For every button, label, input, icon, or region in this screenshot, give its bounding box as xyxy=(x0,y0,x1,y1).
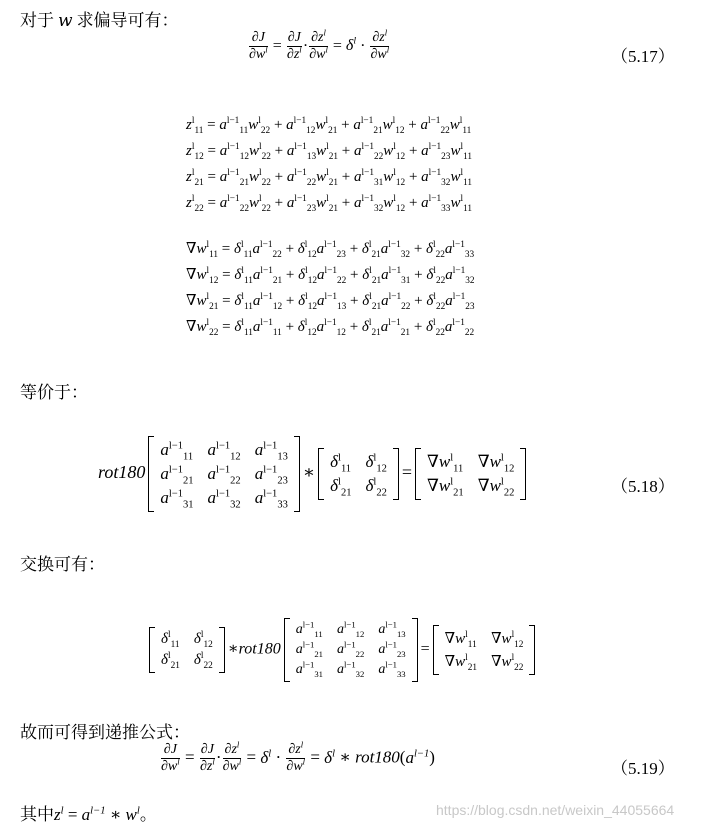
equation-5-18: rot180 $a^{l-1}_{11}$ $a^{l-1}_{12}$ $a^{l-1}_{13}$ $a^{l-1}_{21}$ $a^{l-1}_{22}$ $a^{l-1}_{23}$ $a^{l-1}_{31}$ $a^{l-1}_{32}$ $a^{l-1}_{33}$ ∗ $\delta^l_{11}$ $\delta^l_{12}$ $\delta^l_{21}$ $\delta^l_{22}$ = $\nabla w^l_{11}$ $\nabla w^l_{12}$ $\nabla w^l_{21}$ $\nabla w^l_{22}$ xyxy=(98,436,529,512)
swap-text: 交换可有： xyxy=(20,555,105,575)
equation-5-19: $\frac{\partial J}{\partial w^l}$ = $\frac{\partial J}{\partial z^l}$ · $\frac{\partial z^l}{\partial w^l}$ = $\delta^l$ · $\frac{\partial z^l}{\partial w^l}$ = $\delta^l$ ∗ $rot180(a^{l-1})$ xyxy=(161,739,435,775)
gradient-equations: $\nabla w^l_{11} = \delta^l_{11}a^{l-1}_{22} + \delta^l_{12}a^{l-1}_{23} + \delta^l_{21}a^{l-1}_{32} + \delta^l_{22}a^{l-1}_{33}$ $\nabla w^l_{12} = \delta^l_{11}a^{l-1}_{21} + \delta^l_{12}a^{l-1}_{22} + \delta^l_{21}a^{l-1}_{31} + \delta^l_{22}a^{l-1}_{32}$ $\nabla w^l_{21} = \delta^l_{11}a^{l-1}_{12} + \delta^l_{12}a^{l-1}_{13} + \delta^l_{21}a^{l-1}_{22} + \delta^l_{22}a^{l-1}_{23}$ $\nabla w^l_{22} = \delta^l_{11}a^{l-1}_{11} + \delta^l_{12}a^{l-1}_{12} + \delta^l_{21}a^{l-1}_{21} + \delta^l_{22}a^{l-1}_{22}$ xyxy=(186,240,475,338)
equation-number-5-17: （5.17） xyxy=(611,47,675,66)
z-equations: $z^l_{11} = a^{l-1}_{11}w^l_{22} + a^{l-1}_{12}w^l_{21} + a^{l-1}_{21}w^l_{12} + a^{l-1}_{22}w^l_{11}$ $z^l_{12} = a^{l-1}_{12}w^l_{22} + a^{l-1}_{13}w^l_{21} + a^{l-1}_{22}w^l_{12} + a^{l-1}_{23}w^l_{11}$ $z^l_{21} = a^{l-1}_{21}w^l_{22} + a^{l-1}_{22}w^l_{21} + a^{l-1}_{31}w^l_{12} + a^{l-1}_{32}w^l_{11}$ $z^l_{22} = a^{l-1}_{22}w^l_{22} + a^{l-1}_{23}w^l_{21} + a^{l-1}_{32}w^l_{12} + a^{l-1}_{33}w^l_{11}$ xyxy=(186,116,473,214)
equation-number-5-18: （5.18） xyxy=(611,477,675,496)
intro-text: 对于 w 求偏导可有： xyxy=(20,11,179,31)
equation-5-17: $\frac{\partial J}{\partial w^l}$ = $\frac{\partial J}{\partial z^l}$ · $\frac{\partial z^l}{\partial w^l}$ = $\delta^l$ · $\frac{\partial z^l}{\partial w^l}$ xyxy=(249,27,390,63)
watermark: https://blog.csdn.net/weixin_44055664 xyxy=(436,802,675,818)
recursive-text: 故而可得到递推公式： xyxy=(20,723,190,743)
equation-number-5-19: （5.19） xyxy=(611,759,675,778)
equivalent-text: 等价于： xyxy=(20,383,88,403)
footer-text: 其中$z^l = a^{l-1}$ ∗ $w^l$。 xyxy=(20,805,157,825)
equation-swapped: $\delta^l_{11}$ $\delta^l_{12}$ $\delta^l_{21}$ $\delta^l_{22}$ ∗rot180 $a^{l-1}_{11}$ $a^{l-1}_{12}$ $a^{l-1}_{13}$ $a^{l-1}_{21}$ $a^{l-1}_{22}$ $a^{l-1}_{23}$ $a^{l-1}_{31}$ $a^{l-1}_{32}$ $a^{l-1}_{33}$ = $\nabla w^l_{11}$ $\nabla w^l_{12}$ $\nabla w^l_{21}$ $\nabla w^l_{22}$ xyxy=(146,618,538,682)
